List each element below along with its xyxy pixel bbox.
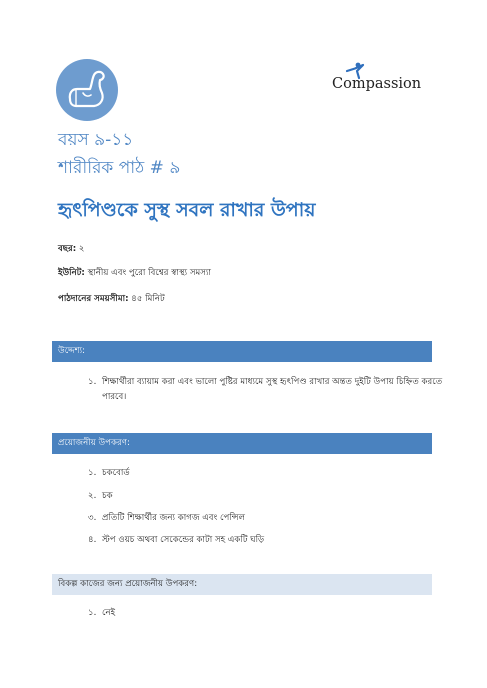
list-number: ১. (88, 608, 97, 618)
objectives-heading: উদ্দেশ্য: (52, 341, 432, 362)
objective-text: শিক্ষার্থীরা ব্যায়াম করা এবং ভালো পুষ্টির মাধ্যমে সুস্থ হৃৎপিণ্ড রাখার অন্তত দুইটি উপায় চিহ্নিত করতে (102, 377, 443, 387)
objective-text-continued: পারবে। (102, 392, 127, 402)
list-item (88, 606, 115, 620)
compassion-logo (330, 62, 440, 96)
list-number: ১. (88, 377, 97, 387)
list-item (88, 489, 113, 503)
list-item-text: চকবোর্ড (102, 468, 130, 478)
page-title: হৃৎপিণ্ডকে সুস্থ সবল রাখার উপায় (58, 199, 316, 221)
lesson-number-heading: শারীরিক পাঠ # ৯ (58, 158, 181, 178)
meta-duration (58, 292, 165, 306)
list-item-text: চক (102, 491, 113, 501)
meta-unit-value: স্থানীয় এবং পুরো বিশ্বের স্বাস্থ্য সমস্যা (84, 268, 211, 278)
logo-wordmark: Compassion (332, 76, 422, 92)
list-item-text: স্টপ ওয়চ অথবা সেকেন্ডের কাটা সহ একটি ঘড়ি (102, 535, 265, 545)
meta-duration-value: ৪৫ মিনিট (128, 294, 165, 304)
meta-year-value: ২ (76, 244, 85, 254)
meta-year (58, 242, 84, 256)
flexed-arm-icon (56, 59, 118, 121)
meta-unit (58, 266, 211, 280)
list-item-text: প্রতিটি শিক্ষার্থীর জন্য কাগজ এবং পেন্সিল (102, 513, 245, 523)
list-number: ১. (88, 468, 97, 478)
list-item (88, 533, 264, 547)
age-range-heading: বয়স ৯-১১ (58, 130, 134, 150)
list-number: ৪. (88, 535, 97, 545)
materials-heading: প্রয়োজনীয় উপকরণ: (52, 433, 432, 454)
objective-item (88, 375, 442, 389)
list-number: ৩. (88, 513, 97, 523)
meta-unit-label: ইউনিট: (58, 268, 85, 278)
list-item (88, 466, 130, 480)
list-item-text: নেই (102, 608, 116, 618)
alt-materials-heading: বিকল্প কাজের জন্য প্রয়োজনীয় উপকরণ: (52, 574, 432, 595)
meta-year-label: বছর: (58, 244, 77, 254)
emblem-badge (56, 59, 118, 121)
list-item (88, 511, 245, 525)
meta-duration-label: পাঠদানের সময়সীমা: (58, 294, 129, 304)
list-number: ২. (88, 491, 97, 501)
